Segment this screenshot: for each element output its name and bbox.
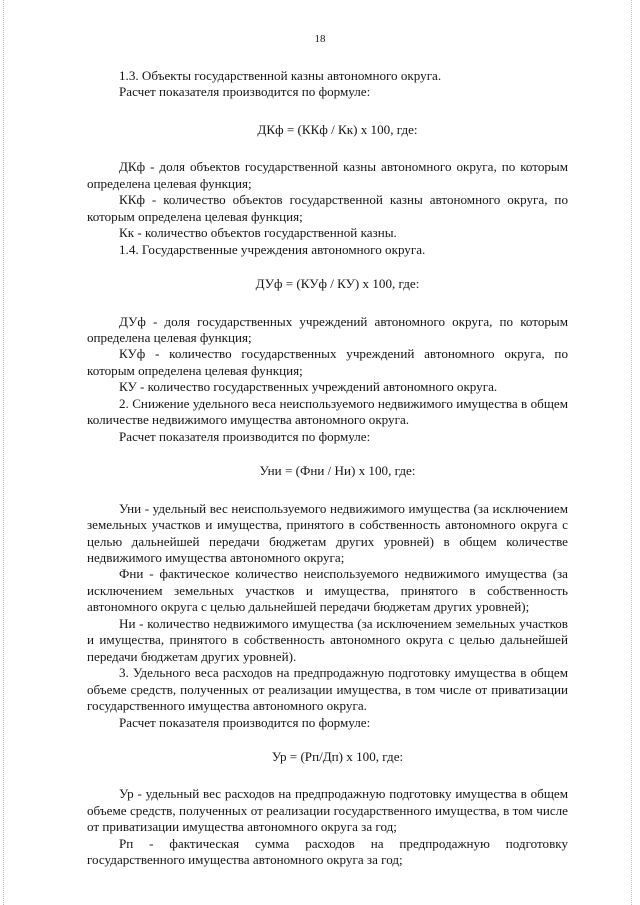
definition-rp: Рп - фактическая сумма расходов на предпродажную подготовку государственного имущества автономного округа за год; (87, 835, 568, 868)
definition-kuf: КУф - количество государственных учреждений автономного округа, по которым определена целевая функция; (87, 346, 568, 378)
definition-ni: Ни - количество недвижимого имущества (за исключением земельных участков и имущества, принятого в собственность автономного округа с целью дальнейшей передачи бюджетам других уровней). (87, 615, 568, 664)
definition-fni: Фни - фактическое количество неиспользуемого недвижимого имущества (за исключением земельных участков и имущества, принятого в собственность автономного округа с целью дальнейшей передачи бюджетам других уровней); (87, 566, 568, 615)
formula-dkf: ДКф = (ККф / Кк) х 100, где: (257, 121, 418, 137)
scan-edge-left (3, 0, 4, 905)
formula-ur: Ур = (Рп/Дп) х 100, где: (271, 748, 404, 764)
formula-duf: ДУф = (КУф / КУ) х 100, где: (255, 276, 420, 292)
page-number: 18 (314, 33, 326, 45)
section-heading-1-3: 1.3. Объекты государственной казны автономного округа. (119, 68, 442, 83)
formula-intro: Расчет показателя производится по формуле: (119, 428, 371, 444)
formula-intro: Расчет показателя производится по формуле: (119, 84, 371, 100)
definition-uni: Уни - удельный вес неиспользуемого недвижимого имущества (за исключением земельных участков и имущества, принятого в собственность автономного округа с целью дальнейшей передачи бюджетам других уровней) в общем количестве недвижимого имущества автономного округа; (87, 500, 568, 565)
formula-intro: Расчет показателя производится по формуле: (119, 714, 371, 730)
definition-duf: ДУф - доля государственных учреждений автономного округа, по которым определена целевая функция; (87, 313, 568, 345)
section-heading-3: 3. Удельного веса расходов на предпродажную подготовку имущества в общем объеме средств, полученных от реализации имущества, в том числе от приватизации государственного имущества автономного округа. (87, 665, 568, 714)
definition-kkf: ККф - количество объектов государственной казны автономного округа, по которым определена целевая функция; (87, 192, 568, 224)
definition-ur: Ур - удельный вес расходов на предпродажную подготовку имущества в общем объеме средств, полученных от реализации государственного имущества, в том числе от приватизации имущества автономного округа за год; (87, 786, 568, 835)
definition-kk: Кк - количество объектов государственной казны. (119, 225, 397, 241)
section-heading-1-4: 1.4. Государственные учреждения автономного округа. (119, 241, 426, 257)
section-heading-2: 2. Снижение удельного веса неиспользуемого недвижимого имущества в общем количестве недвижимого имущества автономного округа. (87, 395, 568, 428)
formula-uni: Уни = (Фни / Ни) х 100, где: (259, 463, 416, 479)
definition-dkf: ДКф - доля объектов государственной казны автономного округа, по которым определена целевая функция; (87, 159, 568, 191)
definition-ku: КУ - количество государственных учреждений автономного округа. (119, 379, 498, 395)
scan-edge-right (631, 0, 632, 905)
document-body (87, 68, 568, 869)
